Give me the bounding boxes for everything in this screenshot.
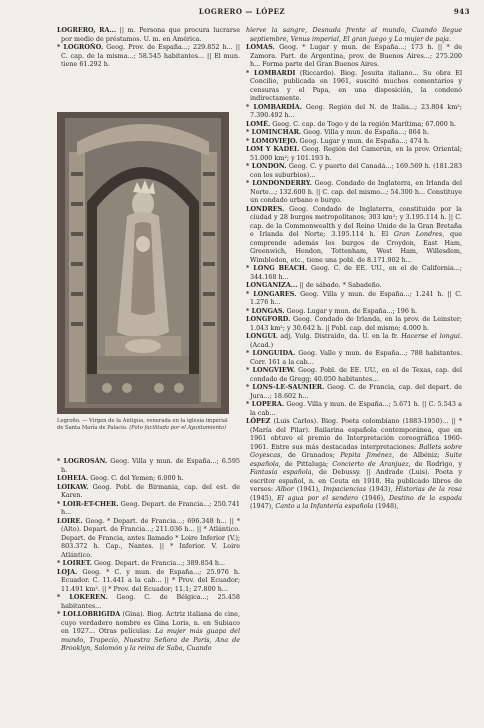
entry-italic-text: Impaciencias	[323, 485, 366, 493]
entry-text: (Acad.)	[250, 340, 274, 349]
entry-headword: * LOMBARDÍA.	[246, 102, 302, 111]
figure	[57, 112, 240, 452]
entry-text: Geog. Depart. de Francia...; 250.741 h...	[61, 499, 240, 516]
entry-headword: * LONGUIDA.	[246, 349, 296, 357]
entry-headword: LOM Y KADEI.	[246, 145, 300, 153]
entry-text: (1943),	[365, 485, 396, 493]
entry-text: , de Albéniz;	[392, 451, 446, 459]
entry-text: Geog. Región del Camerún, en la prov. Oriental; 51.000 km²; y 101.193 h.	[250, 145, 462, 162]
dictionary-entry	[246, 307, 462, 316]
entry-text: Geog. Pobl. de Birmania, cap. del est. de Karen.	[61, 482, 240, 499]
entry-text: Geog. C. de Bélgica...; 25.458 habitantes...	[61, 593, 240, 610]
entry-text: (1945),	[250, 493, 278, 502]
dictionary-entry	[246, 103, 462, 120]
entry-headword: LONGANIZA...	[246, 281, 298, 289]
entry-italic-text: Fantasía española	[250, 468, 312, 476]
entry-headword: LOHEIA.	[57, 474, 89, 482]
entry-italic-text: Pepita Jiménez	[340, 451, 393, 459]
dictionary-entry	[246, 43, 462, 69]
entry-headword: LOJA.	[57, 567, 78, 576]
dictionary-entry	[246, 162, 462, 179]
entry-text: Geog. * C. y mun. de España...; 25.976 h. Ecuador. C. 11.441 a la cab... || * Prov. del Ecuador; 11.491 km². || * Prov. del Ecuador; 11.1; 27.800 h...	[61, 567, 240, 593]
entry-headword: * LONGARES.	[246, 289, 297, 298]
entry-text: (1946),	[357, 493, 389, 502]
entry-headword: LÓPEZ	[246, 417, 271, 425]
entry-text: Geog. * Lugar y mun. de España...; 173 h. || * de Zamora. Part. de Argentina, prov. de Buenos Aires...; 275.200 h... Forma parte del Gran Buenos Aires.	[250, 43, 462, 68]
entry-text: Geog. C. cap. de Togo y de la región Marítima; 67.000 h.	[270, 119, 456, 128]
entry-headword: * LOKEREN.	[57, 593, 108, 601]
dictionary-entry	[57, 593, 240, 610]
entry-italic-text: Ballets sobre Goyescas	[250, 442, 463, 459]
caption-text: Logroño. — Virgen de la Antigua, venerada en la iglesia imperial de Santa María de Palacio.	[57, 418, 228, 431]
dictionary-entry	[246, 281, 462, 290]
entry-italic-text: Suite española	[250, 451, 462, 468]
entry-headword: LOIKAW.	[57, 482, 89, 491]
entry-headword: * LONGVIEW.	[246, 366, 296, 374]
entry-text: Geog. Región del N. de Italia...; 23.804 km²; 7.390.492 h...	[250, 102, 462, 119]
entry-text: Geog. Villa y mun. de España...; 1.241 h. || C. 1.276 h...	[250, 289, 462, 306]
dictionary-entry	[57, 559, 240, 568]
entry-text: (1948),	[373, 502, 399, 510]
entry-text: Geog. Valle y mun. de España...; 788 habitantes. Corr. 161 a la cab...	[250, 349, 462, 366]
page-header-title: LOGRERO — LÓPEZ	[198, 7, 286, 16]
dictionary-entry	[57, 474, 240, 483]
entry-italic-text: Canto a la Infantería española	[275, 502, 374, 510]
entry-headword: LONGUL	[246, 332, 278, 340]
entry-text: || de sábado. * Sabadeño.	[297, 281, 382, 289]
dictionary-entry	[57, 568, 240, 594]
dictionary-entry	[57, 517, 240, 560]
entry-italic-text: hierve la sangre, Desnuda frente al mundo, Cuando llegue septiembre, Venus imperial, El gran juego y La mujer de paja.	[246, 26, 462, 43]
dictionary-entry	[57, 43, 240, 69]
entry-headword: * LOIRET.	[57, 559, 92, 567]
entry-italic-text: El agua por el sendero	[277, 493, 358, 502]
right-column	[246, 26, 462, 511]
entry-text: , que comprende además los burgos de Croydon, East Ham, Greenwich, Hendon, Tottenham, West Ham, Willesdem, Wimbledon, etc., tiene una pobl. de 8.171.902 h...	[250, 230, 462, 264]
entry-text: (Luis Carlos). Biog. Poeta colombiano (1883-1950)... || * (María del Pilar). Bailarina española contemporánea, que en 1961 obtuvo el premio de Interpretación coreográfica 1960-1961. Entre sus más destacadas interpretaciones:	[250, 417, 462, 451]
entry-text: || m. Persona que procura lucrarse por medio de préstamos. U. m. en América.	[61, 26, 240, 43]
left-column-top	[57, 26, 240, 69]
dictionary-entry	[246, 383, 462, 400]
entry-text: Geog. Pobl. de EE. UU., en el de Texas, cap. del condado de Gregg; 40.050 habitantes...	[250, 366, 462, 383]
entry-text: Geog. Prov. de España...; 229.852 h... || C. cap. de la misma...; 58.545 habitantes... || El mun. tiene 61.292 h.	[61, 43, 240, 68]
entry-text: , de Granados;	[280, 451, 341, 459]
entry-text: , de Pittaluga;	[278, 459, 333, 468]
dictionary-entry	[246, 349, 462, 366]
dictionary-entry	[57, 26, 240, 43]
entry-headword: LONDRES.	[246, 204, 285, 213]
dictionary-entry	[246, 128, 462, 137]
entry-italic-text: Historias de la rosa	[395, 485, 462, 493]
dictionary-entry	[246, 205, 462, 265]
entry-text: (1941),	[293, 485, 324, 493]
entry-italic-text: Destino de la espada	[389, 493, 462, 502]
entry-text: Geog. Lugar y mun. de España...; 474 h.	[297, 136, 431, 145]
entry-text: Geog. Condado de Inglaterra, en Irlanda del Norte...; 132.600 h. || C. cap. del mismo...; 54.300 h... Constituye un condado urbano o burgo.	[250, 179, 462, 204]
entry-text: Geog. * Depart. de Francia...; 696.348 h... || * (Alto). Depart. de Francia...; 211.036 h... || * Atlántico. Depart. de Francia, antes llamado * Loire Inferior (V.); 803.372 h. Cap., Nantes. || * Inferior. V. Loire Atlántico.	[61, 516, 240, 559]
entry-text: (1947),	[250, 502, 276, 510]
entry-headword: * LOGROSÁN.	[57, 457, 108, 465]
left-column-bottom	[57, 457, 240, 653]
entry-text: Geog. Villa y mun. de España...; 6.595 h.	[61, 457, 240, 474]
figure-caption	[57, 418, 229, 431]
entry-headword: * LOLLOBRIGIDA	[57, 610, 121, 618]
entry-text: (Riccardo). Biog. Jesuita italiano... Su obra El Concilio, publicada en 1961, suscitó muchos comentarios y censuras y el Papa, en una disposición, la condenó indirectamente.	[250, 68, 462, 102]
caption-credit: (Foto facilitada por el Ayuntamiento)	[129, 424, 227, 431]
dictionary-entry	[246, 264, 462, 281]
dictionary-entry	[246, 417, 462, 511]
dictionary-entry	[246, 366, 462, 383]
entry-headword: LOGRERO, RA...	[57, 26, 117, 34]
dictionary-entry	[246, 137, 462, 146]
dictionary-entry	[246, 26, 462, 43]
dictionary-entry	[246, 69, 462, 103]
dictionary-entry	[246, 179, 462, 205]
entry-headword: LONGFORD.	[246, 315, 291, 323]
entry-headword: * LONGAS.	[246, 306, 285, 315]
entry-text: Geog. Villa y mun. de España...; 5.671 h. || C. 5.543 a la cab...	[250, 400, 462, 417]
entry-headword: * LOMBARDI	[246, 68, 296, 77]
entry-headword: * LONG BEACH.	[246, 264, 308, 272]
dictionary-entry	[246, 290, 462, 307]
entry-text: Geog. C. de Francia, cap. del depart. de Jura...; 18.602 h...	[250, 383, 462, 400]
entry-headword: * LONDON.	[246, 162, 287, 170]
entry-headword: * LOMINCHAR.	[246, 128, 302, 136]
dictionary-entry	[246, 400, 462, 417]
dictionary-entry	[57, 457, 240, 474]
entry-headword: LOMÉ.	[246, 119, 271, 128]
entry-text: , de Debussy. || Andrade (Luis). Poeta y escritor español, n. en Ceuta en 1918. Ha publicado libros de versos:	[250, 468, 462, 493]
entry-italic-text: Hacerse el longui.	[401, 332, 463, 340]
entry-text: Geog. C. y puerto del Canadá...; 169.569 h. (181.283 con los suburbios)...	[250, 162, 463, 179]
entry-headword: * LOPERA.	[246, 400, 285, 408]
dictionary-entry	[57, 483, 240, 500]
entry-text: Geog. Depart. de Francia...; 389.854 h...	[91, 559, 226, 567]
entry-headword: * LOGROÑO.	[57, 43, 104, 51]
virgin-statue-photo	[57, 112, 229, 414]
entry-text: Geog. Condado de Irlanda, en la prov. de Leinster; 1.043 km²; y 30.642 h. || Pobl. cap. del mismo; 4.000 h.	[250, 315, 462, 332]
dictionary-entry	[246, 120, 462, 129]
dictionary-entry	[57, 500, 240, 517]
entry-headword: LOMAS.	[246, 43, 275, 51]
entry-italic-text: Albor	[276, 485, 294, 493]
entry-text: (Gina). Biog. Actriz italiana de cine, cuyo verdadero nombre es Gina Loris, n. en Subiaco en 1927... Otras películas:	[61, 610, 240, 635]
dictionary-entry	[246, 145, 462, 162]
entry-text: adj. Vulg. Distraído, da. U. en la fr.	[277, 332, 402, 340]
entry-headword: * LONDONDERRY.	[246, 179, 312, 187]
entry-italic-text: Concierto de Aranjuez	[332, 459, 409, 468]
entry-text: Geog. C. del Yemen; 6.000 h.	[88, 474, 184, 482]
entry-text: Geog. Condado de Inglaterra, constituido por la ciudad y 28 burgos metropolitanos; 303 km²; y 3.195.114 h. || C. cap. de la Commonwealth y del Reino Unido de la Gran Bretaña e Irlanda del Norte; 3.195.114 h. El	[250, 204, 462, 238]
entry-headword: * LOIR-ET-CHER.	[57, 499, 119, 508]
entry-text: , de Rodrigo, y	[408, 459, 462, 468]
dictionary-entry	[57, 610, 240, 653]
entry-italic-text: Gran Londres	[393, 230, 443, 238]
dictionary-entry	[246, 315, 462, 332]
running-head	[0, 7, 484, 19]
entry-headword: * LONS-LE-SAUNIER.	[246, 383, 325, 391]
entry-headword: LOIRE.	[57, 516, 83, 525]
page-number: 943	[453, 7, 470, 16]
dictionary-entry	[246, 332, 462, 349]
entry-headword: * LOMOVIEJO.	[246, 136, 298, 145]
entry-text: Geog. C. de EE. UU., en el de California...; 344.168 h...	[250, 264, 462, 281]
entry-text: Geog. Villa y mun. de España...; 864 h.	[301, 128, 429, 136]
entry-text: Geog. Lugar y mun. de España...; 196 h.	[284, 306, 418, 315]
entry-italic-text: La mujer más guapa del mundo, Trapecio, Nuestra Señora de París, Ana de Brooklyn, Salomón y la reina de Saba, Cuando	[61, 627, 240, 652]
